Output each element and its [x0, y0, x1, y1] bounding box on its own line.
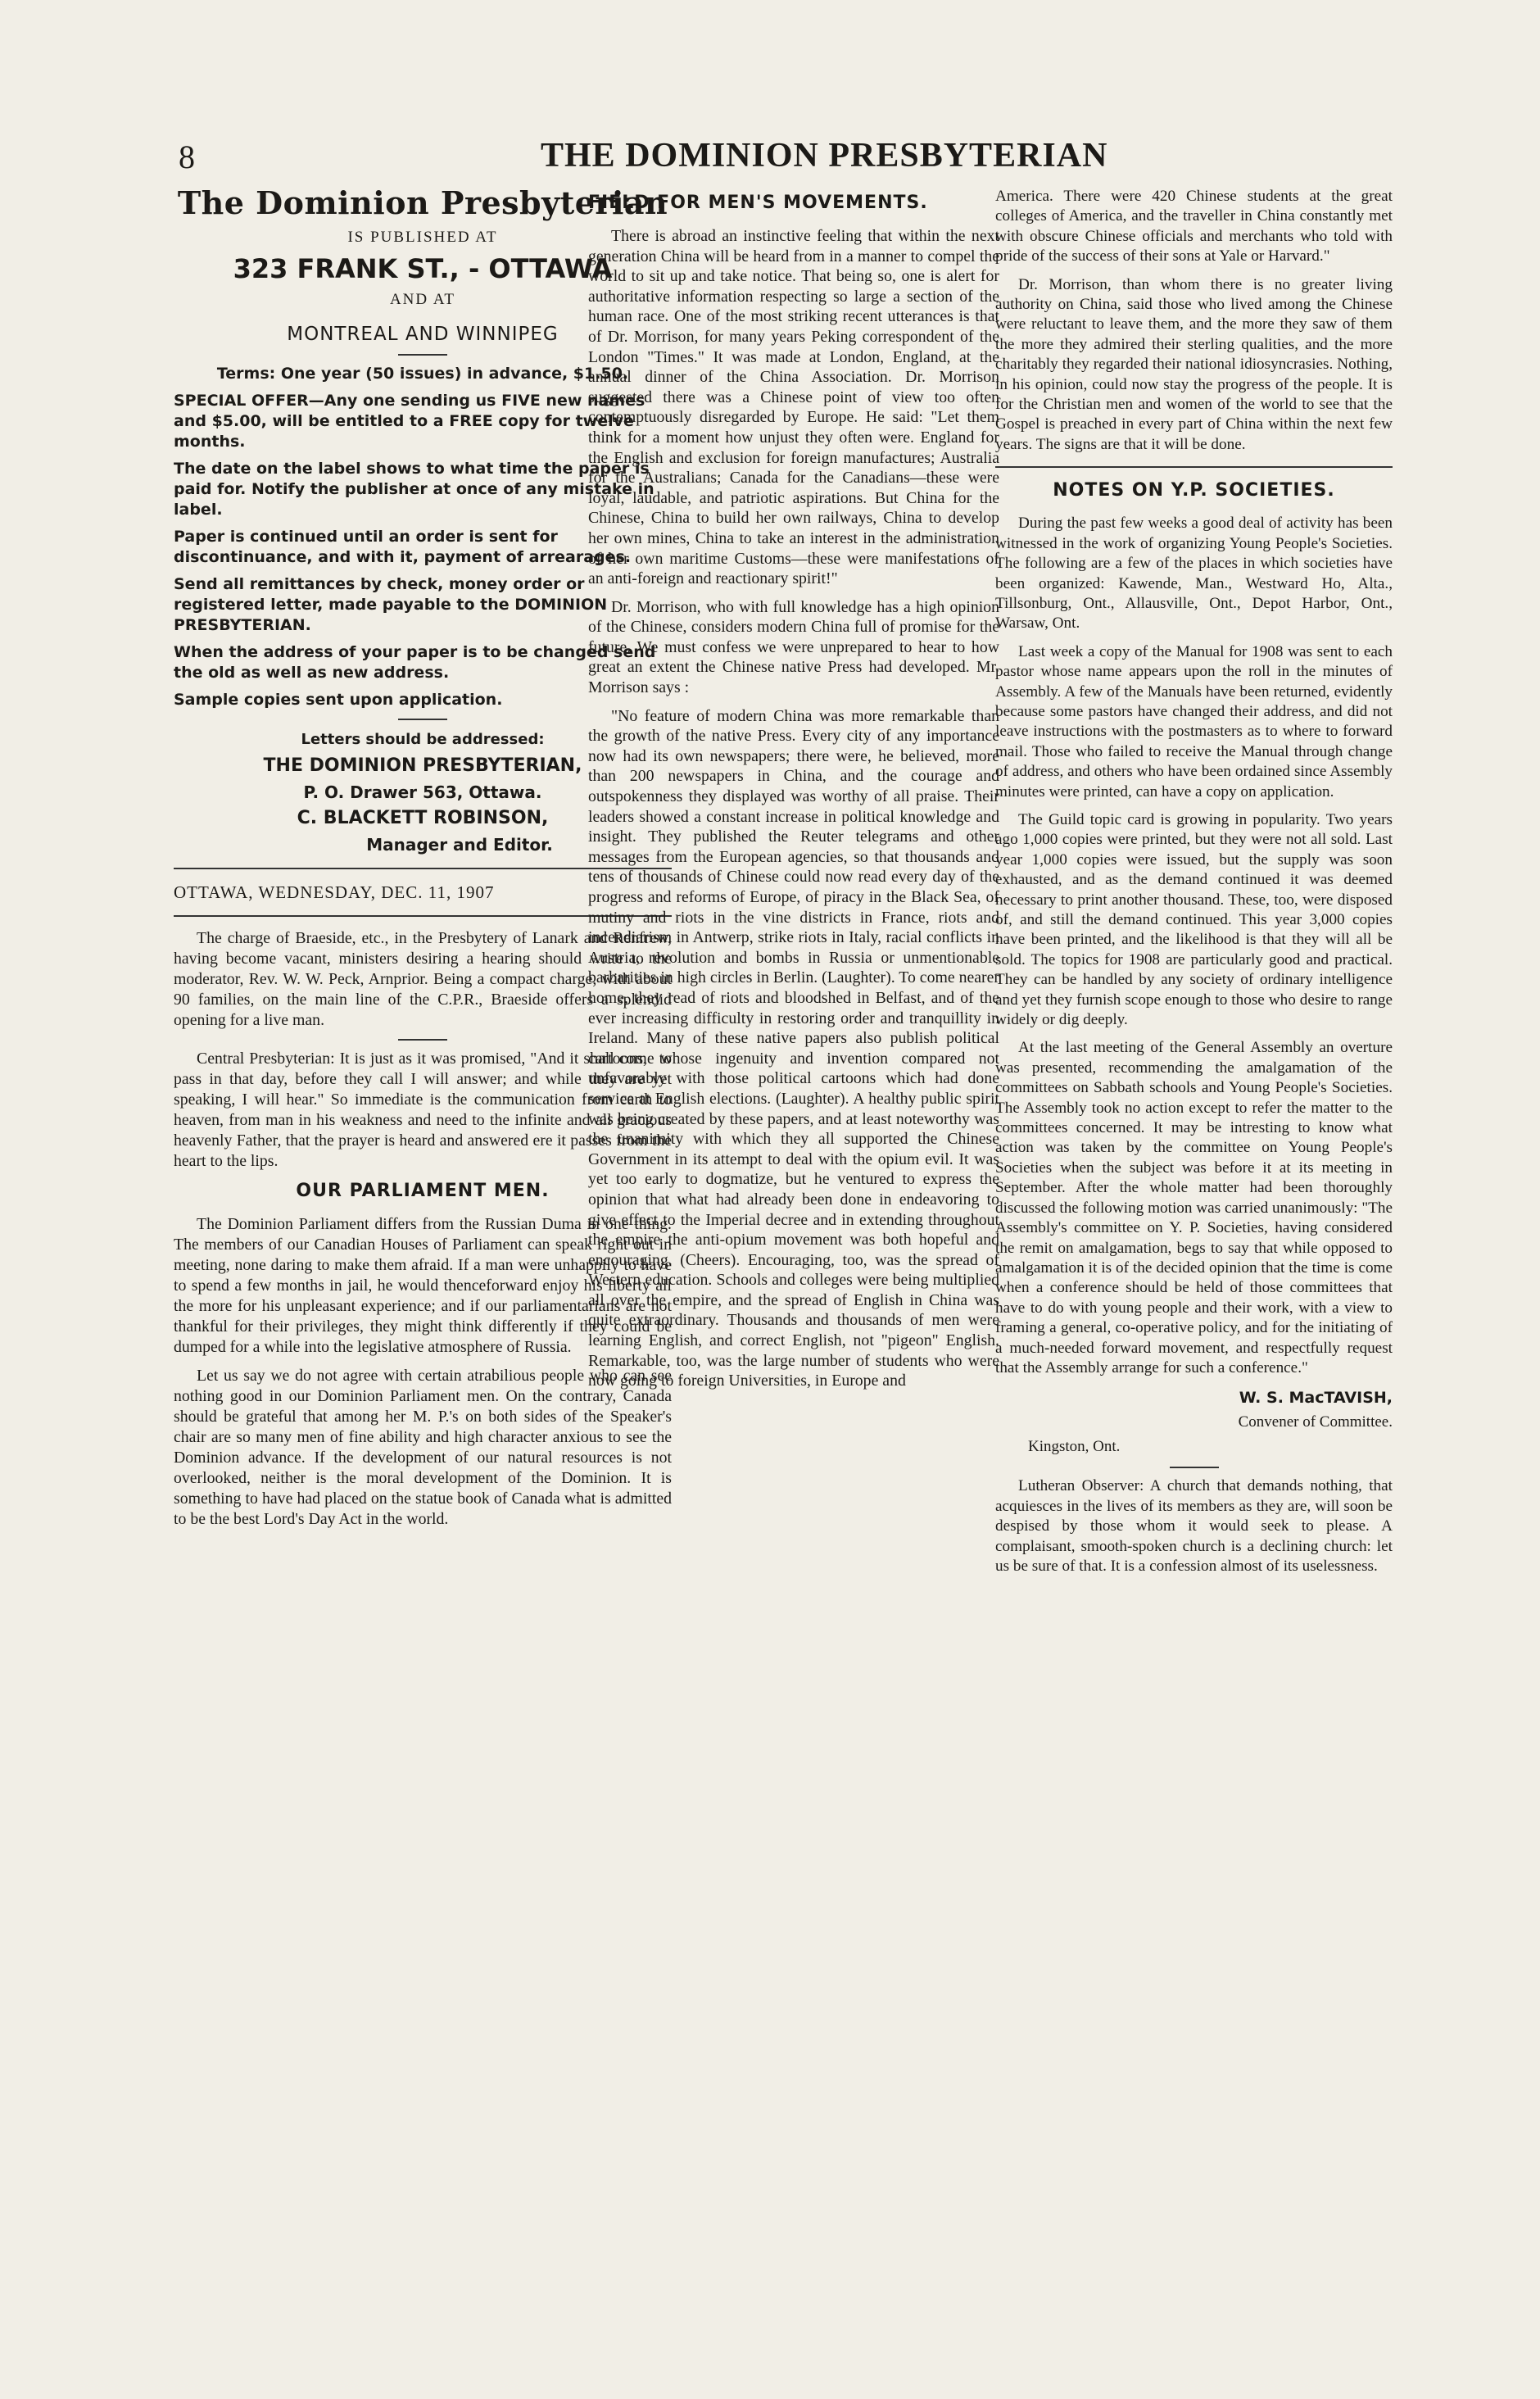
mens-movements-heading: FIELD FOR MEN'S MOVEMENTS.: [588, 193, 928, 213]
morrison-paragraph: Dr. Morrison, than whom there is no greater living authority on China, said those who lived among the Chinese were reluctant to leave them, and the more they saw of them the more they admired their sterling qualities, and the more charitably they regarded their national idiosyncrasies. Nothing, in his opinion, could now stay the progress of the people. It is for the Christian men and women of the world to see that the Gospel is preached in every part of China within the next few years. The signs are that it will be done.: [995, 275, 1393, 453]
terms-notice: Terms: One year (50 issues) in advance, $1.50.: [216, 365, 629, 383]
braeside-paragraph: The charge of Braeside, etc., in the Presbytery of Lanark and Renfrew, having become vacant, ministers desiring a hearing should write to the moderator, Rev. W. W. Peck, Arnprior. Being a compact charge, with about 90 families, on the main line of the C.P.R., Braeside offers a splendid opening for a live man.: [174, 929, 672, 1029]
mens-movements-paragraph-2: Dr. Morrison, who with full knowledge has a high opinion of the Chinese, considers modern China full of promise for the future. We must confess we were unprepared to hear to how great an extent the Chinese native Press had developed. Mr. Morrison says :: [588, 597, 999, 697]
masthead-address: 323 FRANK ST., - OTTAWA: [233, 253, 613, 284]
masthead-name: The Dominion Presbyterian: [177, 184, 668, 221]
column-2: [588, 187, 999, 1399]
continued-notice: Paper is continued until an order is sent for discontinuance, and with it, payment of arrearages.: [174, 528, 632, 566]
masthead-and-at: AND AT: [389, 291, 456, 308]
yp-paragraph-1: During the past few weeks a good deal of activity has been witnessed in the work of organizing Young People's Societies. The following are a few of the places in which societies have been organized: Kawende, Man., Westward Ho, Alta., Tillsonburg, Ont., Allausville, Ont., Depot Harbor, Ont., Warsaw, Ont.: [995, 515, 1393, 633]
masthead-published: IS PUBLISHED AT: [347, 229, 498, 246]
mens-movements-paragraph-3: "No feature of modern China was more remarkable than the growth of the native Press. Every city of any importance now had its own newspapers; there were, he believed, more than 200 newspapers in China, and the courage and outspokenness they displayed was worthy of all praise. Their leaders showed a constant increase in political knowledge and insight. They published the Reuter telegrams and other messages from the European agencies, so that thousands and tens of thousands of Chinese could now read every day of the progress and reforms of Europe, of piracy in the Black Sea, of mutiny and riots in the vine districts in France, riots and incendiarism in Antwerp, strike riots in Italy, racial conflicts in Austria, revolution and bombs in Russia or unmentionable barbarities in high circles in Berlin. (Laughter). To come nearer home, they read of riots and bloodshed in Belfast, and of the ever increasing difficulty in restoring order and tranquillity in Ireland. Many of these native papers also publish political cartoons, whose ingenuity and invention compared not unfavorably with those political cartoons which had done service at English elections. (Laughter). A healthy public spirit was being created by these papers, and at least noteworthy was the unanimity with which they all supported the Chinese Government in its attempt to deal with the opium evil. It was yet too early to dogmatize, but he ventured to express the opinion that what had already been done in endeavoring to give effect to the Imperial decree and in extending throughout the empire the anti-opium movement was both hopeful and encouraging. (Cheers). Encouraging, too, was the spread of Western education. Schools and colleges were being multiplied all over the empire, and the spread of English in China was quite extraordinary. Thousands and thousands of men were learning English, and correct English, not "pigeon" English. Remarkable, too, was the large number of students who were now going to foreign Universities, in Europe and: [588, 706, 999, 1390]
special-offer: SPECIAL OFFER—Any one sending us FIVE new names and $5.00, will be entitled to a FREE copy for twelve months.: [174, 392, 645, 451]
masthead-cities: MONTREAL AND WINNIPEG: [287, 324, 559, 345]
divider: [1170, 1467, 1219, 1468]
dateline: OTTAWA, WEDNESDAY, DEC. 11, 1907: [174, 882, 495, 902]
divider: [398, 354, 447, 356]
parliament-heading: OUR PARLIAMENT MEN.: [296, 1181, 550, 1201]
column-3: [995, 187, 1393, 1585]
divider: [398, 1039, 447, 1041]
label-notice: The date on the label shows to what time the paper is paid for. Notify the publisher at once of any mistake in label.: [174, 460, 654, 519]
yp-paragraph-4: At the last meeting of the General Assembly an overture was presented, recommending the amalgamation of the committees on Sabbath schools and Young People's Societies. The Assembly took no action except to refer the matter to the committees concerned. It may be intresting to know what action was taken by the committee on Young People's Societies when the subject was before it at its meeting in September. After the whole matter had been thoroughly discussed the following motion was carried unanimously: "The Assembly's committee on Y. P. Societies, having considered the remit on amalgamation, begs to say that while opposed to amalgamation it is of the decided opinion that the time is come when a conference should be held of those committees that have to do with young people and their work, with a view to framing a general, co-operative policy, and for the initiating of a much-needed forward movement, and respectfully request that the Assembly arrange for such a conference.": [995, 1039, 1393, 1376]
divider: [398, 719, 447, 720]
central-presbyterian-paragraph: Central Presbyterian: It is just as it was promised, "And it shall come to pass in that day, before they call I will answer; and while they are yet speaking, I will hear." So immediate is the communication from earth to heaven, from man in his weakness and need to the infinite and all gracious heavenly Father, that the prayer is heard and answered ere it passes from the heart to the lips.: [174, 1050, 672, 1170]
letters-notice: Letters should be addressed:: [301, 731, 545, 748]
parliament-paragraph-1: The Dominion Parliament differs from the Russian Duma in one thing. The members of our Canadian Houses of Parliament can speak right out in meeting, none daring to make them afraid. If a man were unhappily to have to spend a few months in jail, he would thenceforward enjoy his liberty all the more for his unpleasant experience; and if our parliamentarians are not thankful for their privileges, they might think differently if they could be dumped for a while into the legislative atmosphere of Russia.: [174, 1215, 672, 1356]
yp-paragraph-2: Last week a copy of the Manual for 1908 was sent to each pastor whose name appears upon the roll in the minutes of Assembly. A few of the Manuals have been returned, evidently because some pastors have changed their address, and did not leave instructions with the postmasters as to where to forward mail. Those who failed to receive the Manual through change of address, and others who have been ordained since Assembly minutes were printed, can have a copy on application.: [995, 642, 1393, 800]
sample-notice: Sample copies sent upon application.: [174, 691, 503, 709]
po-box: P. O. Drawer 563, Ottawa.: [303, 782, 542, 802]
signature-title: Convener of Committee.: [1238, 1413, 1393, 1431]
remittance-notice: Send all remittances by check, money order or registered letter, made payable to the DOMINION PRESBYTERIAN.: [174, 575, 608, 634]
mens-movements-paragraph-1: There is abroad an instinctive feeling that within the next generation China will be heard from in a manner to compel the world to sit up and take notice. That being so, one is alert for authoritative information respecting so large a section of the human race. One of the most striking recent utterances is that of Dr. Morrison, for many years Peking correspondent of the London "Times." It was made at London, England, at the annual dinner of the China Association. Dr. Morrison suggested there was a Chinese point of view too often contemptuously disregarded by Europe. He said: "Let them think for a moment how unjust they often were. England for the English and exclusion for foreign manufactures; Australia for the Australians; Canada for the Canadians—these were loyal, laudable, and patriotic aspirations. But China for the Chinese, China to build her own railways, China to develop her own mines, China to take an interest in the administration of her own maritime Customs—these were manifestations of an anti-foreign and reactionary spirit!": [588, 227, 999, 588]
newspaper-title: THE DOMINION PRESBYTERIAN: [541, 137, 1108, 175]
yp-paragraph-3: The Guild topic card is growing in popularity. Two years ago 1,000 copies were printed, but they were not all sold. Last year 1,000 copies were issued, but the supply was soon exhausted, and as the demand continued it was deemed necessary to print another thousand. These, too, were disposed of, and still the demand continued. This year 3,000 copies have been printed, and the likelihood is that they will all be sold. The topics for 1908 are particularly good and practical. They can be handled by any society of ordinary intelligence and yet they furnish scope enough to those who desire to range widely or dig deeply.: [995, 810, 1393, 1029]
address-change-notice: When the address of your paper is to be changed send the old as well as new address.: [174, 643, 656, 682]
lutheran-observer-paragraph: Lutheran Observer: A church that demands nothing, that acquiesces in the lives of its members as they are, will soon be despised by those whom it would seek to please. A complaisant, smooth-spoken church is a declining church: let us be sure of that. It is a confession almost of its uselessness.: [995, 1477, 1393, 1575]
divider: [995, 466, 1393, 468]
morrison-continuation: America. There were 420 Chinese students at the great colleges of America, and the traveller in China constantly met with obscure Chinese officials and merchants who told with pride of the success of their sons at Yale or Harvard.": [995, 188, 1393, 265]
signature-place: Kingston, Ont.: [1028, 1438, 1121, 1456]
parliament-paragraph-2: Let us say we do not agree with certain atrabilious people who can see nothing good in our Dominion Parliament men. On the contrary, Canada should be grateful that among her M. P.'s on both sides of the Speaker's chair are so many men of fine ability and high character anxious to see the Dominion advance. If the development of our natural resources is not overlooked, neither is the moral development of the Dominion. It is something to have had placed on the statue book of Canada what is admitted to be the best Lord's Day Act in the world.: [174, 1367, 672, 1528]
manager-title: Manager and Editor.: [366, 835, 553, 855]
signature-name: W. S. MacTAVISH,: [1239, 1389, 1393, 1408]
yp-societies-heading: NOTES ON Y.P. SOCIETIES.: [1053, 480, 1335, 501]
page-number: 8: [179, 138, 195, 175]
letters-name: THE DOMINION PRESBYTERIAN,: [263, 755, 582, 776]
manager-name: C. BLACKETT ROBINSON,: [297, 808, 549, 828]
